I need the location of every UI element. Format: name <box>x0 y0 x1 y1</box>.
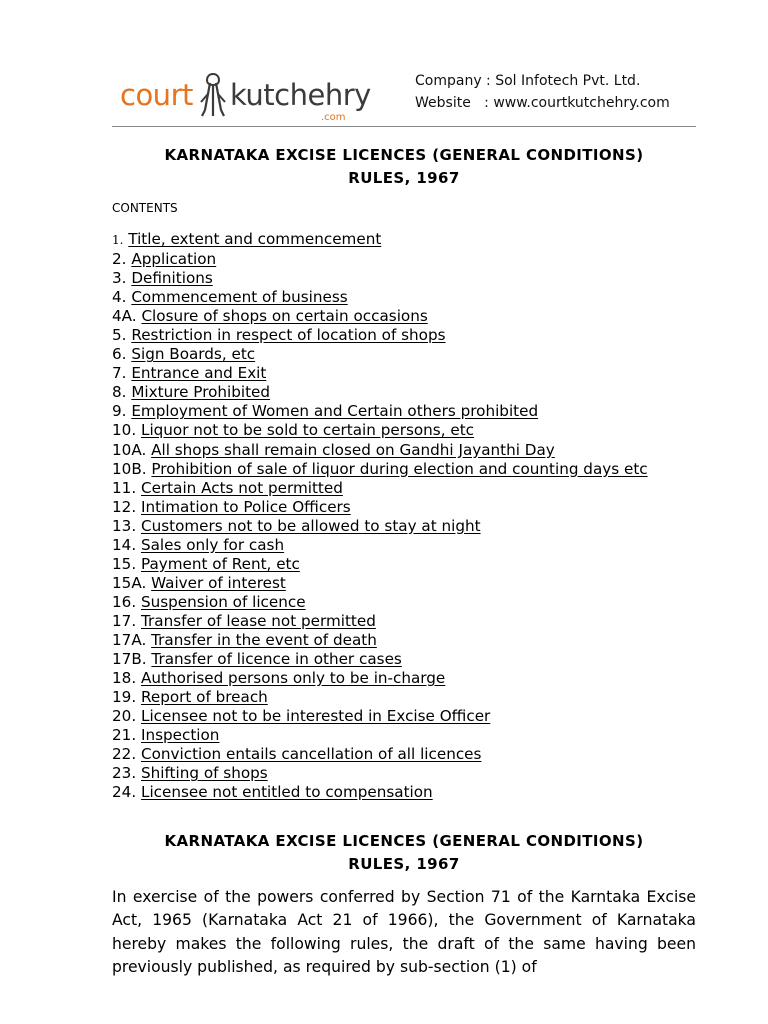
toc-item-number: 10. <box>112 421 137 440</box>
toc-item <box>112 364 696 383</box>
toc-item-number: 19. <box>112 688 137 707</box>
toc-item <box>112 707 696 726</box>
toc-item-number: 23. <box>112 764 137 783</box>
toc-link[interactable]: Application <box>131 250 217 269</box>
toc-link[interactable]: Mixture Prohibited <box>131 383 271 402</box>
toc-link[interactable]: Restriction in respect of location of shops <box>131 326 446 345</box>
toc-link[interactable]: All shops shall remain closed on Gandhi Jayanthi Day <box>151 440 555 459</box>
toc-item-number: 2. <box>112 250 127 269</box>
toc-link[interactable]: Commencement of business <box>131 288 348 307</box>
toc-link[interactable]: Licensee not to be interested in Excise Officer <box>140 707 491 726</box>
toc-item <box>112 612 696 631</box>
toc-item <box>112 498 696 517</box>
toc-item-number: 10B. <box>112 459 147 478</box>
toc-item-number: 5. <box>112 326 127 345</box>
toc-link[interactable]: Waiver of interest <box>151 573 286 592</box>
toc-link[interactable]: Transfer of licence in other cases <box>151 650 402 669</box>
toc-link[interactable]: Sales only for cash <box>140 535 285 554</box>
toc-item <box>112 536 696 555</box>
toc-item <box>112 326 696 345</box>
toc-item-number: 17A. <box>112 630 147 649</box>
contents-heading: CONTENTS <box>112 201 178 215</box>
company-info <box>415 70 670 114</box>
toc-item-number: 11. <box>112 478 137 497</box>
toc-link[interactable]: Transfer in the event of death <box>151 630 377 649</box>
title-line-2: RULES, 1967 <box>348 855 460 873</box>
toc-item-number: 6. <box>112 345 127 364</box>
company-value: Sol Infotech Pvt. Ltd. <box>495 73 641 89</box>
toc-item <box>112 460 696 479</box>
toc-item-number: 14. <box>112 535 137 554</box>
toc-link[interactable]: Certain Acts not permitted <box>140 478 343 497</box>
toc-link[interactable]: Suspension of licence <box>140 592 306 611</box>
toc-link[interactable]: Inspection <box>140 726 220 745</box>
toc-item-number: 12. <box>112 497 137 516</box>
toc-link[interactable]: Payment of Rent, etc <box>140 554 300 573</box>
toc-item-number: 22. <box>112 745 137 764</box>
header-divider <box>112 126 696 127</box>
website-row: Website : www.courtkutchehry.com <box>415 95 670 111</box>
toc-item-number: 4. <box>112 288 127 307</box>
title-line-1: KARNATAKA EXCISE LICENCES (GENERAL CONDITIONS) <box>164 832 644 850</box>
toc-item-number: 21. <box>112 726 137 745</box>
toc-item <box>112 421 696 440</box>
toc-item <box>112 764 696 783</box>
toc-link[interactable]: Customers not to be allowed to stay at night <box>140 516 481 535</box>
toc-item <box>112 593 696 612</box>
toc-item-number: 9. <box>112 402 127 421</box>
toc-item <box>112 345 696 364</box>
table-of-contents <box>112 230 696 802</box>
toc-item-number: 15. <box>112 554 137 573</box>
toc-item <box>112 517 696 536</box>
toc-item-number: 7. <box>112 364 127 383</box>
judge-figure-icon <box>196 72 230 118</box>
toc-item <box>112 726 696 745</box>
toc-item <box>112 783 696 802</box>
toc-item <box>112 688 696 707</box>
toc-link[interactable]: Intimation to Police Officers <box>140 497 351 516</box>
toc-item-number: 16. <box>112 592 137 611</box>
website-label: Website <box>415 95 471 111</box>
toc-link[interactable]: Sign Boards, etc <box>131 345 256 364</box>
company-label: Company <box>415 73 482 89</box>
toc-item-number: 17. <box>112 611 137 630</box>
toc-item <box>112 230 696 250</box>
toc-link[interactable]: Prohibition of sale of liquor during election and counting days etc <box>151 459 648 478</box>
toc-link[interactable]: Closure of shops on certain occasions <box>141 307 428 326</box>
toc-link[interactable]: Liquor not to be sold to certain persons, etc <box>140 421 474 440</box>
toc-item <box>112 669 696 688</box>
toc-item-number: 24. <box>112 783 137 802</box>
toc-link[interactable]: Definitions <box>131 269 213 288</box>
logo-word-kutchehry: kutchehry <box>230 78 371 112</box>
toc-link[interactable]: Licensee not entitled to compensation <box>140 783 433 802</box>
toc-item <box>112 288 696 307</box>
toc-item-number: 15A. <box>112 573 147 592</box>
document-title <box>112 144 696 190</box>
preamble-paragraph: In exercise of the powers conferred by Section 71 of the Karntaka Excise Act, 1965 (Karnataka Act 21 of 1966), the Government of Karnataka hereby makes the following rules, the draft of the same having been previously published, as required by sub-section (1) of <box>112 888 696 976</box>
logo-word-court: court <box>120 78 193 112</box>
toc-item <box>112 555 696 574</box>
company-row: Company : Sol Infotech Pvt. Ltd. <box>415 73 641 89</box>
toc-item-number: 18. <box>112 669 137 688</box>
title-line-1: KARNATAKA EXCISE LICENCES (GENERAL CONDITIONS) <box>164 146 644 164</box>
toc-link[interactable]: Title, extent and commencement <box>128 230 382 248</box>
toc-item <box>112 574 696 593</box>
toc-item <box>112 250 696 269</box>
toc-link[interactable]: Entrance and Exit <box>131 364 267 383</box>
toc-item-number: 1. <box>112 233 124 247</box>
toc-item <box>112 307 696 326</box>
courtkutchehry-logo[interactable] <box>120 72 380 122</box>
website-link[interactable]: www.courtkutchehry.com <box>493 95 670 111</box>
toc-item-number: 4A. <box>112 307 137 326</box>
toc-link[interactable]: Report of breach <box>140 688 268 707</box>
toc-link[interactable]: Transfer of lease not permitted <box>140 611 376 630</box>
toc-link[interactable]: Employment of Women and Certain others prohibited <box>131 402 539 421</box>
toc-item <box>112 269 696 288</box>
toc-item <box>112 383 696 402</box>
toc-item-number: 13. <box>112 516 137 535</box>
logo-dotcom: .com <box>321 112 346 123</box>
toc-item <box>112 441 696 460</box>
toc-link[interactable]: Conviction entails cancellation of all licences <box>140 745 482 764</box>
toc-item <box>112 650 696 669</box>
toc-item-number: 8. <box>112 383 127 402</box>
toc-item <box>112 402 696 421</box>
toc-item-number: 3. <box>112 269 127 288</box>
toc-item <box>112 631 696 650</box>
document-title-repeat <box>112 830 696 876</box>
toc-item-number: 10A. <box>112 440 147 459</box>
toc-link[interactable]: Shifting of shops <box>140 764 268 783</box>
toc-item <box>112 745 696 764</box>
toc-item-number: 20. <box>112 707 137 726</box>
toc-item-number: 17B. <box>112 650 147 669</box>
toc-item <box>112 479 696 498</box>
toc-link[interactable]: Authorised persons only to be in-charge <box>140 669 446 688</box>
title-line-2: RULES, 1967 <box>348 169 460 187</box>
